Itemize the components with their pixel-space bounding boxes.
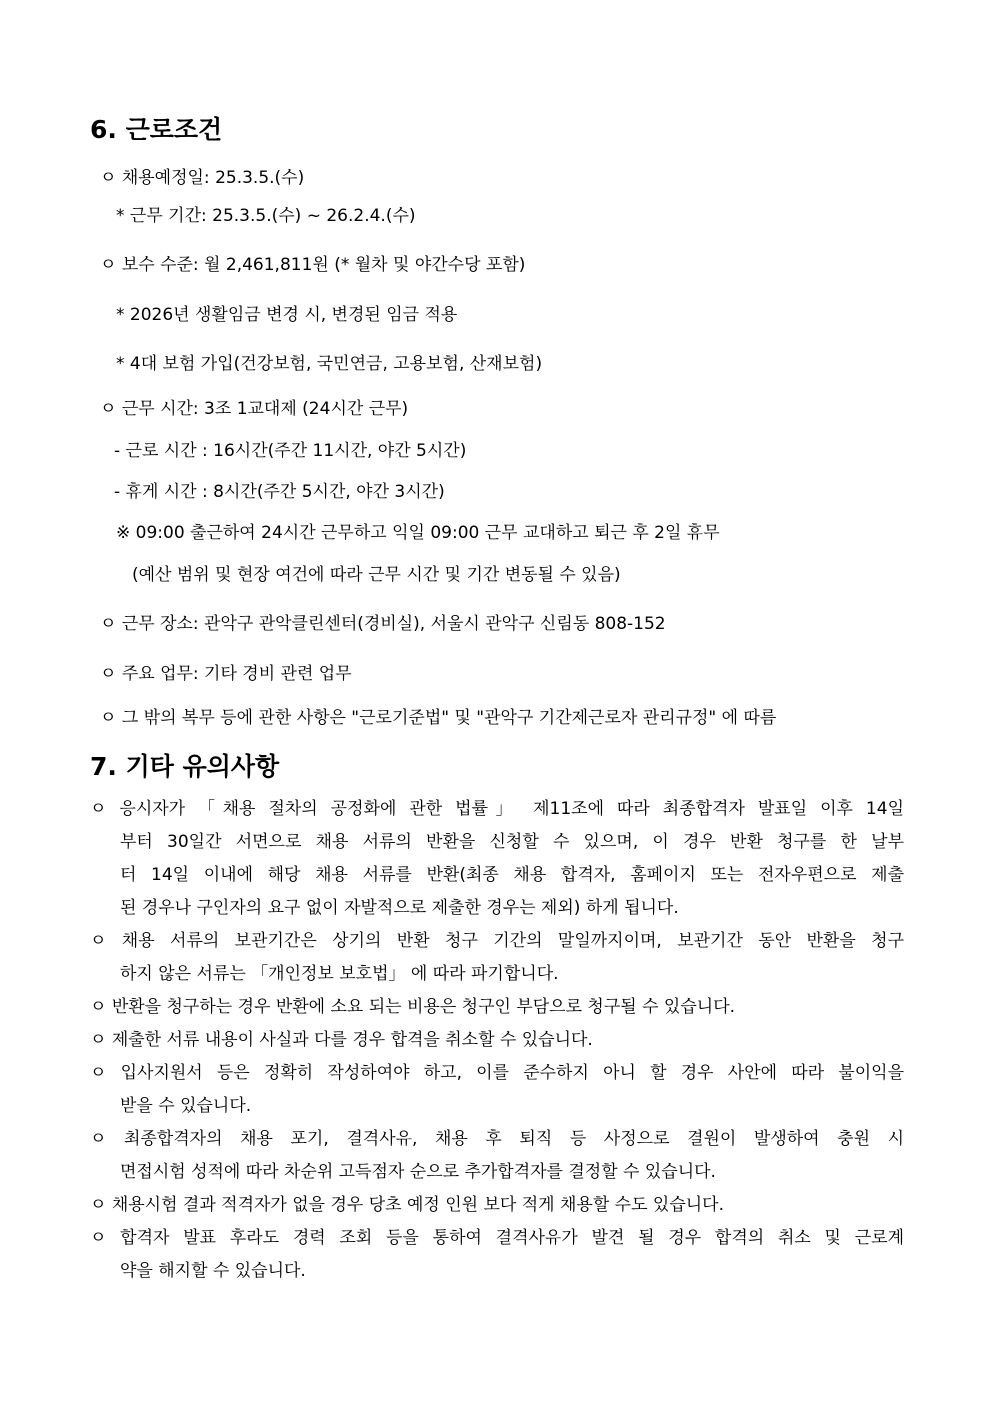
work-period-note: * 근무 기간: 25.3.5.(수) ~ 26.2.4.(수)	[116, 206, 416, 226]
notice-line: 하지 않은 서류는 「개인정보 보호법」 에 따라 파기합니다.	[120, 964, 559, 984]
notice-line: ㅇ 합격자 발표 후라도 경력 조회 등을 통하여 결격사유가 발견 될 경우 합격의 취소 및 근로계	[90, 1228, 904, 1248]
notice-line: ㅇ 채용시험 결과 적격자가 없을 경우 당초 예정 인원 보다 적게 채용할 수도 있습니다.	[90, 1195, 725, 1215]
shift-note-caveat: (예산 범위 및 현장 여건에 따라 근무 시간 및 기간 변동될 수 있음)	[132, 565, 621, 585]
insurance-note: * 4대 보험 가입(건강보험, 국민연금, 고용보험, 산재보험)	[116, 354, 543, 374]
section-6-title: 6. 근로조건	[90, 115, 223, 144]
shift-note: ※ 09:00 출근하여 24시간 근무하고 익일 09:00 근무 교대하고 퇴근 후 2일 휴무	[116, 523, 720, 543]
notice-line: ㅇ 채용 서류의 보관기간은 상기의 반환 청구 기간의 말일까지이며, 보관기간 동안 반환을 청구	[90, 931, 904, 951]
notice-line: ㅇ 응시자가 「채용 절차의 공정화에 관한 법률」 제11조에 따라 최종합격자 발표일 이후 14일	[90, 799, 904, 819]
section-7-title: 7. 기타 유의사항	[90, 752, 280, 781]
work-hours-item: ㅇ 근무 시간: 3조 1교대제 (24시간 근무)	[100, 399, 409, 419]
working-hours-detail: - 근로 시간 : 16시간(주간 11시간, 야간 5시간)	[114, 441, 467, 461]
notice-line: 약을 해지할 수 있습니다.	[120, 1261, 306, 1281]
main-duties-item: ㅇ 주요 업무: 기타 경비 관련 업무	[100, 664, 352, 684]
notice-line: 받을 수 있습니다.	[120, 1096, 252, 1116]
notice-line: ㅇ 반환을 청구하는 경우 반환에 소요 되는 비용은 청구인 부담으로 청구될 수 있습니다.	[90, 997, 736, 1017]
other-rules-item: ㅇ 그 밖의 복무 등에 관한 사항은 "근로기준법" 및 "관악구 기간제근로자 관리규정" 에 따름	[100, 708, 777, 728]
notice-line: 부터 30일간 서면으로 채용 서류의 반환을 신청할 수 있으며, 이 경우 반환 청구를 한 날부	[120, 832, 904, 852]
salary-item: ㅇ 보수 수준: 월 2,461,811원 (* 월차 및 야간수당 포함)	[100, 255, 526, 275]
notice-line: 된 경우나 구인자의 요구 없이 자발적으로 제출한 경우는 제외) 하게 됩니다.	[120, 898, 679, 918]
hire-date-item: ㅇ 채용예정일: 25.3.5.(수)	[100, 168, 305, 188]
notice-line: ㅇ 최종합격자의 채용 포기, 결격사유, 채용 후 퇴직 등 사정으로 결원이 발생하여 충원 시	[90, 1129, 904, 1149]
notice-line: ㅇ 입사지원서 등은 정확히 작성하여야 하고, 이를 준수하지 아니 할 경우 사안에 따라 불이익을	[90, 1063, 904, 1083]
living-wage-note: * 2026년 생활임금 변경 시, 변경된 임금 적용	[116, 305, 458, 325]
break-hours-detail: - 휴게 시간 : 8시간(주간 5시간, 야간 3시간)	[114, 482, 445, 502]
notice-line: 터 14일 이내에 해당 채용 서류를 반환(최종 채용 합격자, 홈페이지 또는 전자우편으로 제출	[120, 865, 904, 885]
notice-line: ㅇ 제출한 서류 내용이 사실과 다를 경우 합격을 취소할 수 있습니다.	[90, 1030, 593, 1050]
work-location-item: ㅇ 근무 장소: 관악구 관악클린센터(경비실), 서울시 관악구 신림동 808-152	[100, 614, 666, 634]
notice-line: 면접시험 성적에 따라 차순위 고득점자 순으로 추가합격자를 결정할 수 있습니다.	[120, 1162, 716, 1182]
